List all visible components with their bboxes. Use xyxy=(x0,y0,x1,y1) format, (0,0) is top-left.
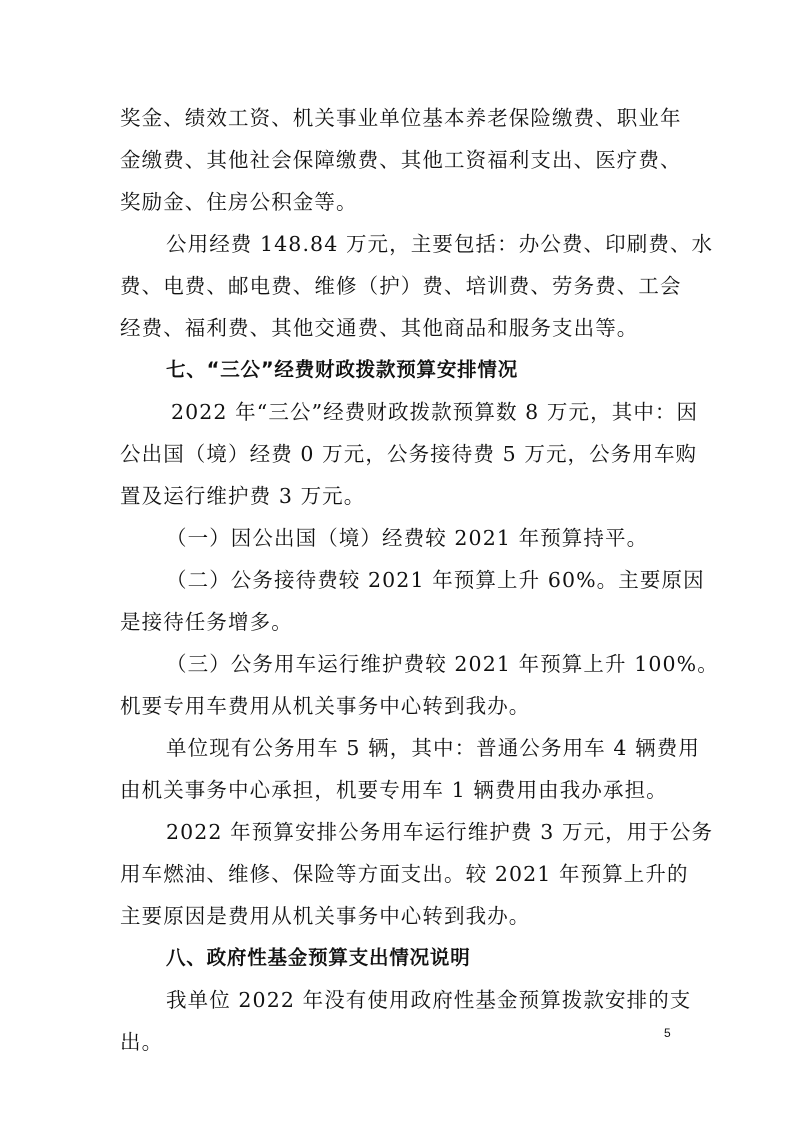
paragraph-line: 单位现有公务用车 5 辆，其中：普通公务用车 4 辆费用 xyxy=(166,736,700,760)
paragraph-line: 出。 xyxy=(120,1030,164,1054)
paragraph-line: 公出国（境）经费 0 万元，公务接待费 5 万元，公务用车购 xyxy=(120,442,698,466)
paragraph-line: 费、电费、邮电费、维修（护）费、培训费、劳务费、工会 xyxy=(120,274,682,298)
paragraph-line: 2022 年“三公”经费财政拨款预算数 8 万元，其中：因 xyxy=(171,400,699,424)
section-heading-7: 七、“三公”经费财政拨款预算安排情况 xyxy=(166,358,519,381)
paragraph-line: 用车燃油、维修、保险等方面支出。较 2021 年预算上升的 xyxy=(120,862,689,886)
section-heading-8: 八、政府性基金预算支出情况说明 xyxy=(166,946,471,969)
paragraph-line: 公用经费 148.84 万元，主要包括：办公费、印刷费、水 xyxy=(166,232,714,256)
paragraph-line: 机要专用车费用从机关事务中心转到我办。 xyxy=(120,694,531,718)
paragraph-line: 置及运行维护费 3 万元。 xyxy=(120,484,366,508)
paragraph-line: 奖励金、住房公积金等。 xyxy=(120,190,358,214)
paragraph-line: （一）因公出国（境）经费较 2021 年预算持平。 xyxy=(166,526,649,550)
paragraph-line: 金缴费、其他社会保障缴费、其他工资福利支出、医疗费、 xyxy=(120,148,682,172)
paragraph-line: 经费、福利费、其他交通费、其他商品和服务支出等。 xyxy=(120,316,639,340)
paragraph-line: 主要原因是费用从机关事务中心转到我办。 xyxy=(120,904,531,928)
page-number: 5 xyxy=(664,1026,671,1040)
paragraph-line: 奖金、绩效工资、机关事业单位基本养老保险缴费、职业年 xyxy=(120,106,682,130)
paragraph-line: 2022 年预算安排公务用车运行维护费 3 万元，用于公务 xyxy=(166,820,714,844)
paragraph-line: （三）公务用车运行维护费较 2021 年预算上升 100%。 xyxy=(166,652,719,676)
paragraph-line: （二）公务接待费较 2021 年预算上升 60%。主要原因 xyxy=(166,568,705,592)
paragraph-line: 我单位 2022 年没有使用政府性基金预算拨款安排的支 xyxy=(166,988,692,1012)
paragraph-line: 是接待任务增多。 xyxy=(120,610,293,634)
paragraph-line: 由机关事务中心承担，机要专用车 1 辆费用由我办承担。 xyxy=(120,778,668,802)
